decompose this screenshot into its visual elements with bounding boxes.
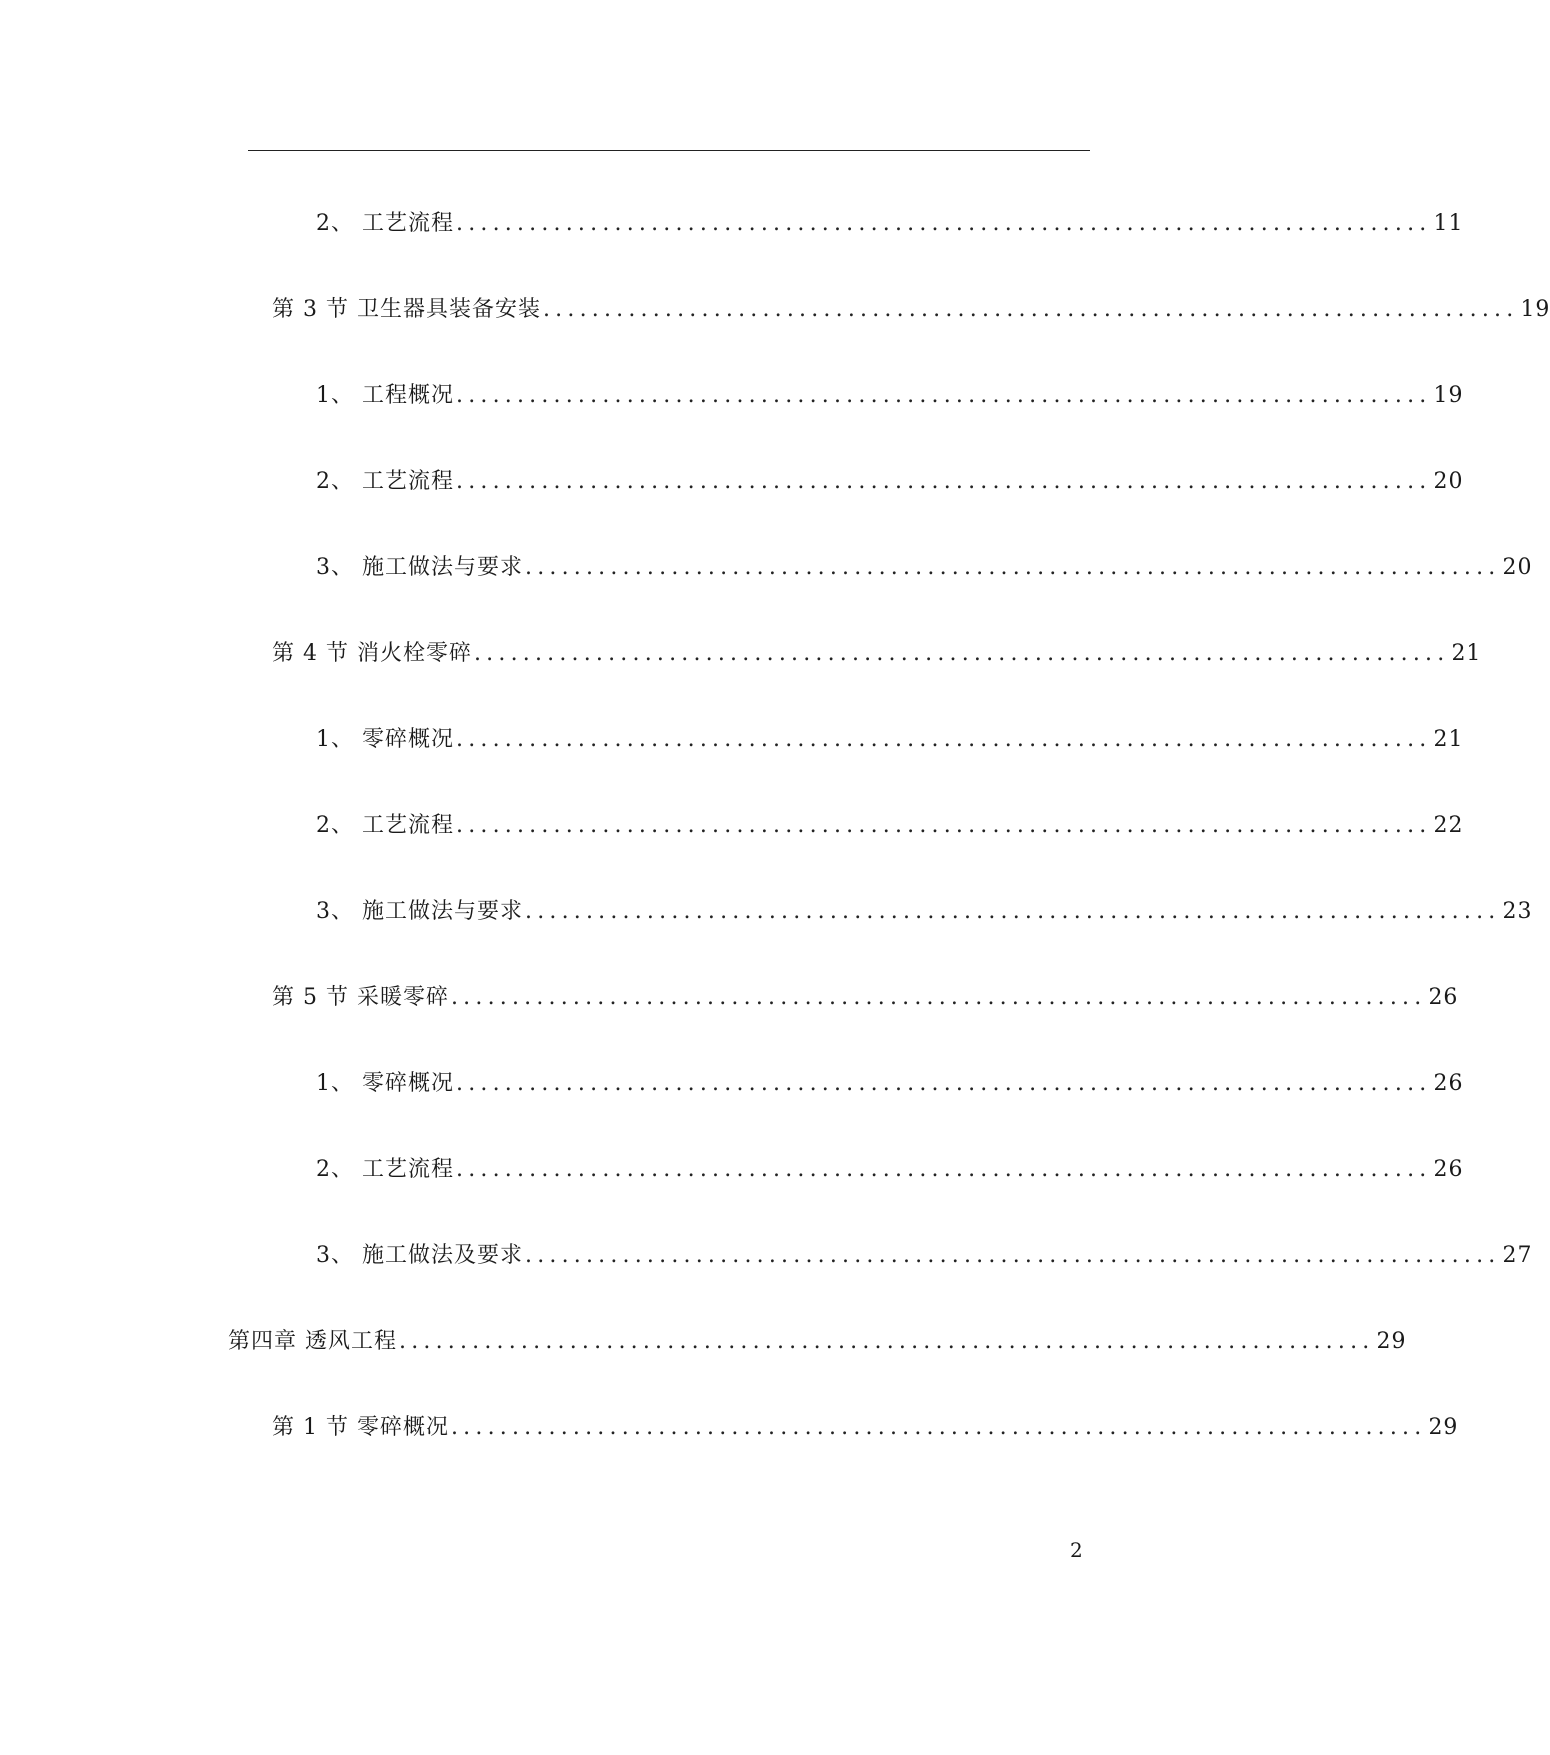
- toc-entry-label: 2、 工艺流程: [316, 211, 454, 236]
- toc-leader-dots: ................................................................................: [542, 297, 1519, 322]
- toc-leader-dots: ................................................................................: [456, 211, 1432, 236]
- toc-entry[interactable]: [272, 292, 1550, 328]
- toc-entry-page: 21: [1451, 641, 1482, 666]
- toc-leader-dots: ................................................................................: [473, 641, 1450, 666]
- toc-entry-label: 第四章 透风工程: [228, 1329, 397, 1354]
- toc-entry-label: 第 3 节 卫生器具装备安装: [272, 297, 541, 322]
- toc-leader-dots: ................................................................................: [456, 469, 1432, 494]
- toc-entry[interactable]: [316, 464, 1464, 500]
- toc-entry-page: 22: [1433, 813, 1464, 838]
- toc-entry-page: 20: [1433, 469, 1464, 494]
- toc-entry[interactable]: [316, 378, 1464, 414]
- toc-entry-label: 1、 零碎概况: [316, 1071, 454, 1096]
- toc-entry[interactable]: [316, 1152, 1464, 1188]
- toc-entry-label: 1、 工程概况: [316, 383, 454, 408]
- toc-entry[interactable]: [228, 1324, 1407, 1360]
- toc-entry-page: 26: [1433, 1157, 1464, 1182]
- toc-entry-page: 11: [1433, 211, 1464, 236]
- toc-leader-dots: ................................................................................: [456, 383, 1432, 408]
- toc-entry-page: 26: [1433, 1071, 1464, 1096]
- toc-entry-label: 2、 工艺流程: [316, 469, 454, 494]
- toc-leader-dots: ................................................................................: [450, 985, 1427, 1010]
- toc-entry[interactable]: [272, 980, 1459, 1016]
- toc-entry[interactable]: [316, 206, 1464, 242]
- toc-leader-dots: ................................................................................: [450, 1415, 1427, 1440]
- toc-entry-page: 20: [1502, 555, 1533, 580]
- toc-leader-dots: ................................................................................: [525, 899, 1501, 924]
- toc-entry[interactable]: [316, 1066, 1464, 1102]
- toc-entry[interactable]: [316, 550, 1533, 586]
- toc-leader-dots: ................................................................................: [399, 1329, 1375, 1354]
- toc-entry-page: 29: [1428, 1415, 1459, 1440]
- toc-entry-label: 3、 施工做法与要求: [316, 899, 523, 924]
- toc-entry[interactable]: [272, 636, 1482, 672]
- toc-entry[interactable]: [316, 722, 1464, 758]
- toc-leader-dots: ................................................................................: [456, 813, 1432, 838]
- toc-leader-dots: ................................................................................: [525, 1243, 1501, 1268]
- toc-entry-page: 27: [1502, 1243, 1533, 1268]
- toc-entry-label: 第 4 节 消火栓零碎: [272, 641, 472, 666]
- toc-leader-dots: ................................................................................: [456, 1157, 1432, 1182]
- toc-entry-page: 21: [1433, 727, 1464, 752]
- toc-entry[interactable]: [316, 894, 1533, 930]
- toc-entry-page: 23: [1502, 899, 1533, 924]
- toc-entry-label: 1、 零碎概况: [316, 727, 454, 752]
- toc-entry-label: 2、 工艺流程: [316, 813, 454, 838]
- toc-leader-dots: ................................................................................: [525, 555, 1501, 580]
- toc-entry[interactable]: [316, 808, 1464, 844]
- toc-entry-page: 26: [1428, 985, 1459, 1010]
- toc-entry[interactable]: [272, 1410, 1459, 1446]
- toc-leader-dots: ................................................................................: [456, 727, 1432, 752]
- toc-entry[interactable]: [316, 1238, 1533, 1274]
- toc-entry-page: 19: [1520, 297, 1550, 322]
- toc-entry-label: 2、 工艺流程: [316, 1157, 454, 1182]
- toc-entry-page: 19: [1433, 383, 1464, 408]
- toc-entry-label: 3、 施工做法及要求: [316, 1243, 523, 1268]
- toc-leader-dots: ................................................................................: [456, 1071, 1432, 1096]
- toc-entry-page: 29: [1376, 1329, 1407, 1354]
- toc-entry-label: 第 1 节 零碎概况: [272, 1415, 449, 1440]
- toc-entry-label: 第 5 节 采暖零碎: [272, 985, 449, 1010]
- toc-entry-label: 3、 施工做法与要求: [316, 555, 523, 580]
- page-number: 2: [1070, 1538, 1083, 1562]
